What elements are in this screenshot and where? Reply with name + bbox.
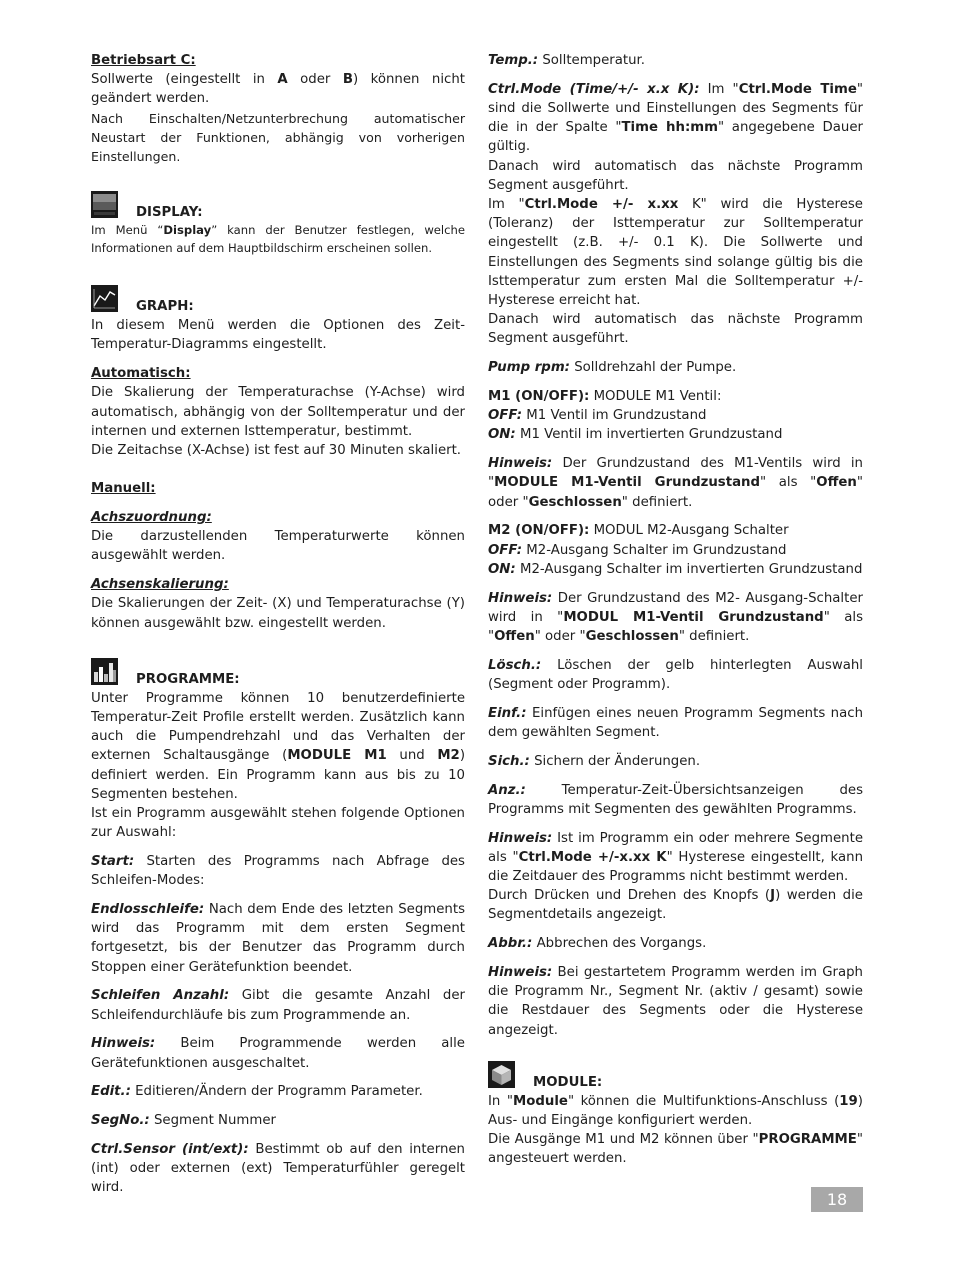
hinweis-programmende: Hinweis: Beim Programmende werden alle Gerätefunktionen ausgeschaltet. <box>91 1036 465 1071</box>
display-icon <box>91 191 118 218</box>
endlosschleife-item: Endlosschleife: Nach dem Ende des letzten Segments wird das Programm mit dem ersten Segment fortgesetzt, bis der Benutzer das Programm durch Stoppen einer Gerätefunktion beendet. <box>91 902 465 975</box>
m2-off-item: OFF: M2-Ausgang Schalter im Grundzustand <box>488 542 787 558</box>
loesch-item: Lösch.: Löschen der gelb hinterlegten Auswahl (Segment oder Programm). <box>488 657 863 693</box>
achszuordnung-heading: Achszuordnung: <box>91 510 212 526</box>
display-section-header <box>91 184 465 221</box>
right-column <box>488 51 863 1169</box>
display-title: DISPLAY: <box>136 205 203 221</box>
betriebsart-c-text-2: Nach Einschalten/Netzunterbrechung automatischer Neustart der Funktionen, abhängig von vorherigen Einstellungen. <box>91 110 465 165</box>
module-title: MODULE: <box>533 1074 603 1090</box>
automatisch-text: Die Skalierung der Temperaturachse (Y-Achse) wird automatisch, abhängig von der Solltemperatur und der internen und externen Isttemperatur, bestimmt. <box>91 385 465 439</box>
m1-on-item: ON: M1 Ventil im invertierten Grundzustand <box>488 427 783 443</box>
module-section-header <box>488 1054 863 1088</box>
display-text: Im Menü “Display” kann der Benutzer festlegen, welche Informationen auf dem Hauptbildschirm erscheinen sollen. <box>91 223 466 256</box>
sich-item: Sich.: Sichern der Änderungen. <box>488 753 701 769</box>
left-column <box>91 51 465 1198</box>
ctrl-mode-text-2: Danach wird automatisch das nächste Programm Segment ausgeführt. <box>488 158 863 193</box>
achszuordnung-text: Die darzustellenden Temperaturwerte können ausgewählt werden. <box>91 529 465 564</box>
segno-item: SegNo.: Segment Nummer <box>91 1113 276 1129</box>
achsenskalierung-heading: Achsenskalierung: <box>91 577 229 593</box>
ctrl-mode-item: Ctrl.Mode (Time/+/- x.x K): Im "Ctrl.Mode Time" sind die Sollwerte und Einstellungen des Segments für die in der Spalte "Time hh:mm" angegebene Dauer gültig. <box>488 81 863 155</box>
hinweis-m2: Hinweis: Der Grundzustand des M2- Ausgang-Schalter wird in "MODUL M1-Ventil Grundzustand" als "Offen" oder "Geschlossen" definiert. <box>488 590 864 645</box>
automatisch-text-2: Die Zeitachse (X-Achse) ist fest auf 30 Minuten skaliert. <box>91 443 462 459</box>
pump-rpm-item: Pump rpm: Solldrehzahl der Pumpe. <box>488 360 737 376</box>
programme-text-2: Ist ein Programm ausgewählt stehen folgende Optionen zur Auswahl: <box>91 806 465 841</box>
hinweis-m1: Hinweis: Der Grundzustand des M1-Ventils wird in "MODULE M1-Ventil Grundzustand" als "Offen" oder "Geschlossen" definiert. <box>488 456 863 510</box>
graph-text: In diesem Menü werden die Optionen des Zeit-Temperatur-Diagramms eingestellt. <box>91 318 465 353</box>
schleifen-anzahl-item: Schleifen Anzahl: Gibt die gesamte Anzahl der Schleifendurchläufe bis zum Programmende an. <box>91 988 465 1023</box>
m1-item: M1 (ON/OFF): MODULE M1 Ventil: <box>488 389 722 405</box>
betriebsart-c-text: Sollwerte (eingestellt in A oder B) können nicht geändert werden. <box>91 72 465 107</box>
hinweis-graph: Hinweis: Bei gestartetem Programm werden im Graph die Programm Nr., Segment Nr. (aktiv / gesamt) sowie die Restdauer des Segments oder die Hysterese angezeigt. <box>488 965 863 1038</box>
m2-item: M2 (ON/OFF): MODUL M2-Ausgang Schalter <box>488 523 789 539</box>
hinweis-hysterese: Hinweis: Ist im Programm ein oder mehrere Segmente als "Ctrl.Mode +/-x.xx K" Hysterese eingestellt, kann die Zeitdauer des Programms nicht bestimmt werden. <box>488 830 864 885</box>
module-text: In "Module" können die Multifunktions-Anschluss (19) Aus- und Eingänge konfiguriert werden. <box>488 1093 863 1129</box>
graph-section-header <box>91 278 465 315</box>
automatisch-heading: Automatisch: <box>91 366 191 382</box>
graph-icon <box>91 285 118 312</box>
graph-title: GRAPH: <box>136 299 194 315</box>
temp-item: Temp.: Solltemperatur. <box>488 53 646 68</box>
hinweis-hysterese-2: Durch Drücken und Drehen des Knopfs (J) werden die Segmentdetails angezeigt. <box>488 888 863 923</box>
programme-title: PROGRAMME: <box>136 671 240 687</box>
betriebsart-c-heading: Betriebsart C: <box>91 53 196 68</box>
ctrl-mode-text-4: Danach wird automatisch das nächste Programm Segment ausgeführt. <box>488 312 863 347</box>
programme-text: Unter Programme können 10 benutzerdefinierte Temperatur-Zeit Profile erstellt werden. Zusätzlich kann auch die Pumpendrehzahl und das Verhalten der externen Schaltausgänge (MODULE M1 und M2) definiert werden. Ein Programm kann aus bis zu 10 Segmenten bestehen. <box>91 690 466 802</box>
page-number: 18 <box>811 1187 863 1212</box>
manuell-heading: Manuell: <box>91 481 156 497</box>
m2-on-item: ON: M2-Ausgang Schalter im invertierten Grundzustand <box>488 561 863 577</box>
m1-off-item: OFF: M1 Ventil im Grundzustand <box>488 408 707 424</box>
start-item: Start: Starten des Programms nach Abfrage des Schleifen-Modes: <box>91 854 465 889</box>
anz-item: Anz.: Temperatur-Zeit-Übersichtsanzeigen des Programms mit Segmenten des gewählten Programms. <box>488 782 863 817</box>
module-icon <box>488 1061 515 1088</box>
module-text-2: Die Ausgänge M1 und M2 können über "PROGRAMME" angesteuert werden. <box>488 1132 863 1167</box>
programme-icon <box>91 658 118 685</box>
ctrl-sensor-item: Ctrl.Sensor (int/ext): Bestimmt ob auf den internen (int) oder externen (ext) Temperaturfühler geregelt wird. <box>91 1142 465 1196</box>
programme-section-header <box>91 651 465 685</box>
edit-item: Edit.: Editieren/Ändern der Programm Parameter. <box>91 1084 423 1100</box>
abbr-item: Abbr.: Abbrechen des Vorgangs. <box>488 936 707 952</box>
ctrl-mode-text-3: Im "Ctrl.Mode +/- x.xx K" wird die Hysterese (Toleranz) der Isttemperatur zur Solltemperatur eingestellt (z.B. +/- 0.1 K). Die Sollwerte und Einstellungen des Segments sind solange gültig bis die Isttemperatur zum ersten Mal die Solltemperatur +/- Hysterese erreicht hat. <box>488 197 863 309</box>
achsenskalierung-text: Die Skalierungen der Zeit- (X) und Temperaturachse (Y) können ausgewählt bzw. eingestellt werden. <box>91 596 465 631</box>
einf-item: Einf.: Einfügen eines neuen Programm Segments nach dem gewählten Segment. <box>488 705 863 741</box>
